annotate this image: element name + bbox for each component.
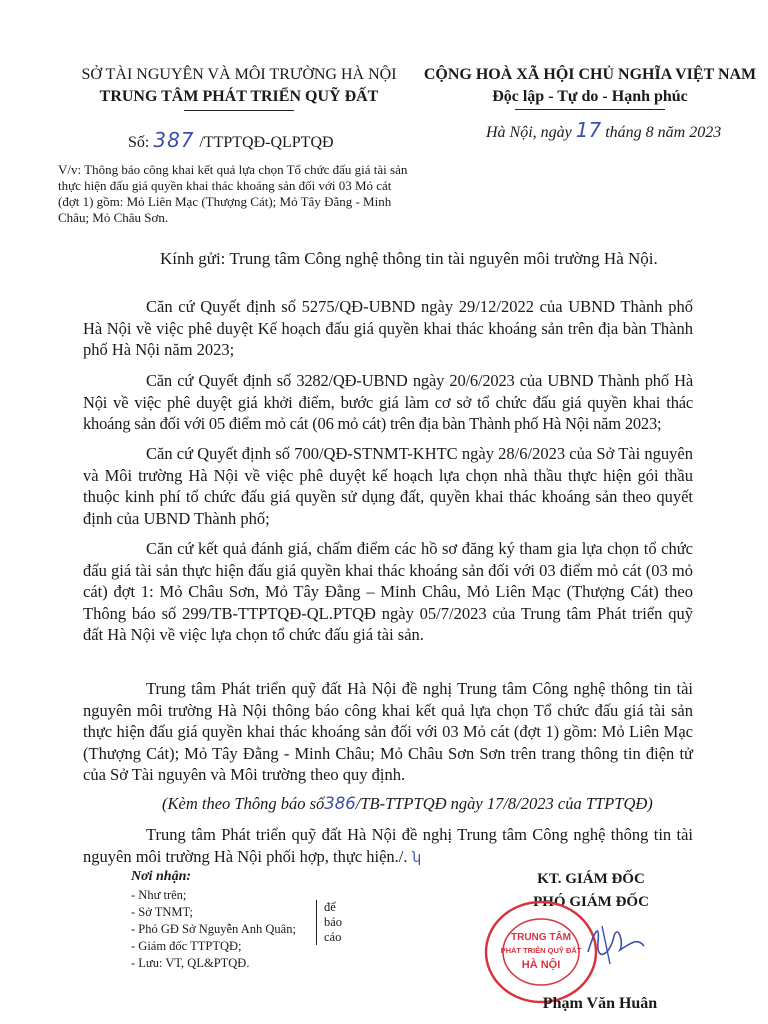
salutation: Kính gửi: Trung tâm Công nghệ thông tin tài nguyên môi trường Hà Nội. (160, 249, 658, 268)
paragraph: Căn cứ kết quả đánh giá, chấm điểm các hồ sơ đăng ký tham gia lựa chọn tổ chức đấu giá tài sản thực hiện đấu giá quyền khai thác khoáng sản đối với 03 điểm mỏ cát (03 mỏ cát) đợt 1: Mỏ Châu Sơn, Mỏ Tây Đằng – Minh Châu, Mỏ Liên Mạc (Thượng Cát) theo Thông báo số 299/TB-TTPTQĐ-QL.PTQĐ ngày 05/7/2023 của Trung tâm Phát triển quỹ đất Hà Nội về việc lựa chọn tổ chức đấu giá tài sản. (83, 539, 693, 644)
recipient-item: - Lưu: VT, QL&PTQĐ. (131, 956, 250, 970)
subject-line: V/v: Thông báo công khai kết quả lựa chọn Tổ chức đấu giá tài sản thực hiện đấu giá quyền khai thác khoáng sản đối với 03 Mỏ cát (đợt 1) gồm: Mỏ Liên Mạc (Thượng Cát); Mỏ Tây Đằng - Minh Châu; Mỏ Châu Sơn. (58, 162, 408, 225)
motto-underline (515, 109, 665, 110)
issue-date (486, 118, 721, 142)
recipients-title: Nơi nhận: (131, 869, 192, 884)
agency-name: SỞ TÀI NGUYÊN VÀ MÔI TRƯỜNG HÀ NỘI (81, 66, 397, 83)
motto: Độc lập - Tự do - Hạnh phúc (492, 88, 688, 105)
recipient-item: - Phó GĐ Sở Nguyễn Anh Quân; (131, 922, 296, 936)
attachment-suffix: /TB-TTPTQĐ ngày 17/8/2023 của TTPTQĐ) (355, 794, 653, 813)
closing-paragraph (83, 824, 693, 869)
doc-number-handwritten: 387 (153, 128, 195, 152)
initial-mark: ʮ (407, 849, 422, 866)
recipients-list (131, 887, 296, 972)
report-note: để báo cáo (316, 900, 346, 945)
paragraph: Căn cứ Quyết định số 3282/QĐ-UBND ngày 20/6/2023 của UBND Thành phố Hà Nội về việc phê duyệt giá khởi điểm, bước giá làm cơ sở tổ chức đấu giá quyền khai thác khoáng sản đối với 05 điểm mỏ cát (06 mỏ cát) trên địa bàn Thành phố Hà Nội năm 2023; (83, 371, 693, 433)
nation-title: CỘNG HOÀ XÃ HỘI CHỦ NGHĨA VIỆT NAM (423, 66, 757, 83)
seal-text-3: HÀ NỘI (521, 959, 561, 971)
signature-line-2: PHÓ GIÁM ĐỐC (533, 894, 649, 910)
paragraph: Trung tâm Phát triển quỹ đất Hà Nội đề nghị Trung tâm Công nghệ thông tin tài nguyên môi trường Hà Nội thông báo công khai kết quả lựa chọn Tổ chức đấu giá tài sản thực hiện đấu giá quyền khai thác khoáng sản đối với 03 Mỏ cát (đợt 1) gồm: Mỏ Liên Mạc (Thượng Cát); Mỏ Tây Đằng - Minh Châu; Mỏ Châu Sơn Sơn trên trang thông tin điện tử của Sở Tài nguyên và Môi trường theo quy định. (83, 679, 693, 784)
date-suffix: tháng 8 năm 2023 (605, 124, 722, 141)
doc-number-prefix: Số: (128, 134, 150, 151)
date-prefix: Hà Nội, ngày (486, 124, 572, 141)
seal-text-2: PHÁT TRIỂN QUỸ ĐẤT (500, 946, 582, 955)
recipient-item: - Như trên; (131, 888, 187, 902)
unit-underline (184, 110, 294, 111)
handwritten-signature (580, 912, 650, 972)
date-day-handwritten: 17 (575, 118, 602, 142)
attachment-note (162, 794, 653, 814)
signature-stroke (588, 931, 644, 954)
recipient-item: - Sở TNMT; (131, 905, 193, 919)
signer-name: Phạm Văn Huân (542, 995, 658, 1012)
paragraph: Căn cứ Quyết định số 700/QĐ-STNMT-KHTC ngày 28/6/2023 của Sở Tài nguyên và Môi trường Hà Nội về việc phê duyệt kế hoạch lựa chọn nhà thầu thực hiện gói thầu thuộc kinh phí tổ chức đấu giá quyền sử dụng đất, quyền khai thác khoáng sản theo quyết định của UBND Thành phố; (83, 444, 693, 528)
attachment-prefix: (Kèm theo Thông báo số (162, 794, 325, 813)
attachment-number-handwritten: 386 (324, 794, 356, 813)
document-number (128, 128, 334, 152)
closing-text: Trung tâm Phát triển quỹ đất Hà Nội đề nghị Trung tâm Công nghệ thông tin tài nguyên môi trường Hà Nội phối hợp, thực hiện./. (83, 825, 693, 866)
paragraph: Căn cứ Quyết định số 5275/QĐ-UBND ngày 29/12/2022 của UBND Thành phố Hà Nội về việc phê duyệt Kế hoạch đấu giá quyền khai thác khoáng sản trên địa bàn Thành phố Hà Nội năm 2023; (83, 297, 693, 359)
issuing-agency-block (58, 64, 420, 111)
signature-line-1: KT. GIÁM ĐỐC (537, 871, 645, 887)
seal-text-1: TRUNG TÂM (511, 932, 571, 943)
national-header-block (414, 64, 766, 110)
doc-number-suffix: /TTPTQĐ-QLPTQĐ (199, 134, 334, 151)
recipient-item: - Giám đốc TTPTQĐ; (131, 939, 242, 953)
signature-stroke (602, 926, 610, 964)
unit-name: TRUNG TÂM PHÁT TRIỂN QUỸ ĐẤT (99, 88, 379, 105)
